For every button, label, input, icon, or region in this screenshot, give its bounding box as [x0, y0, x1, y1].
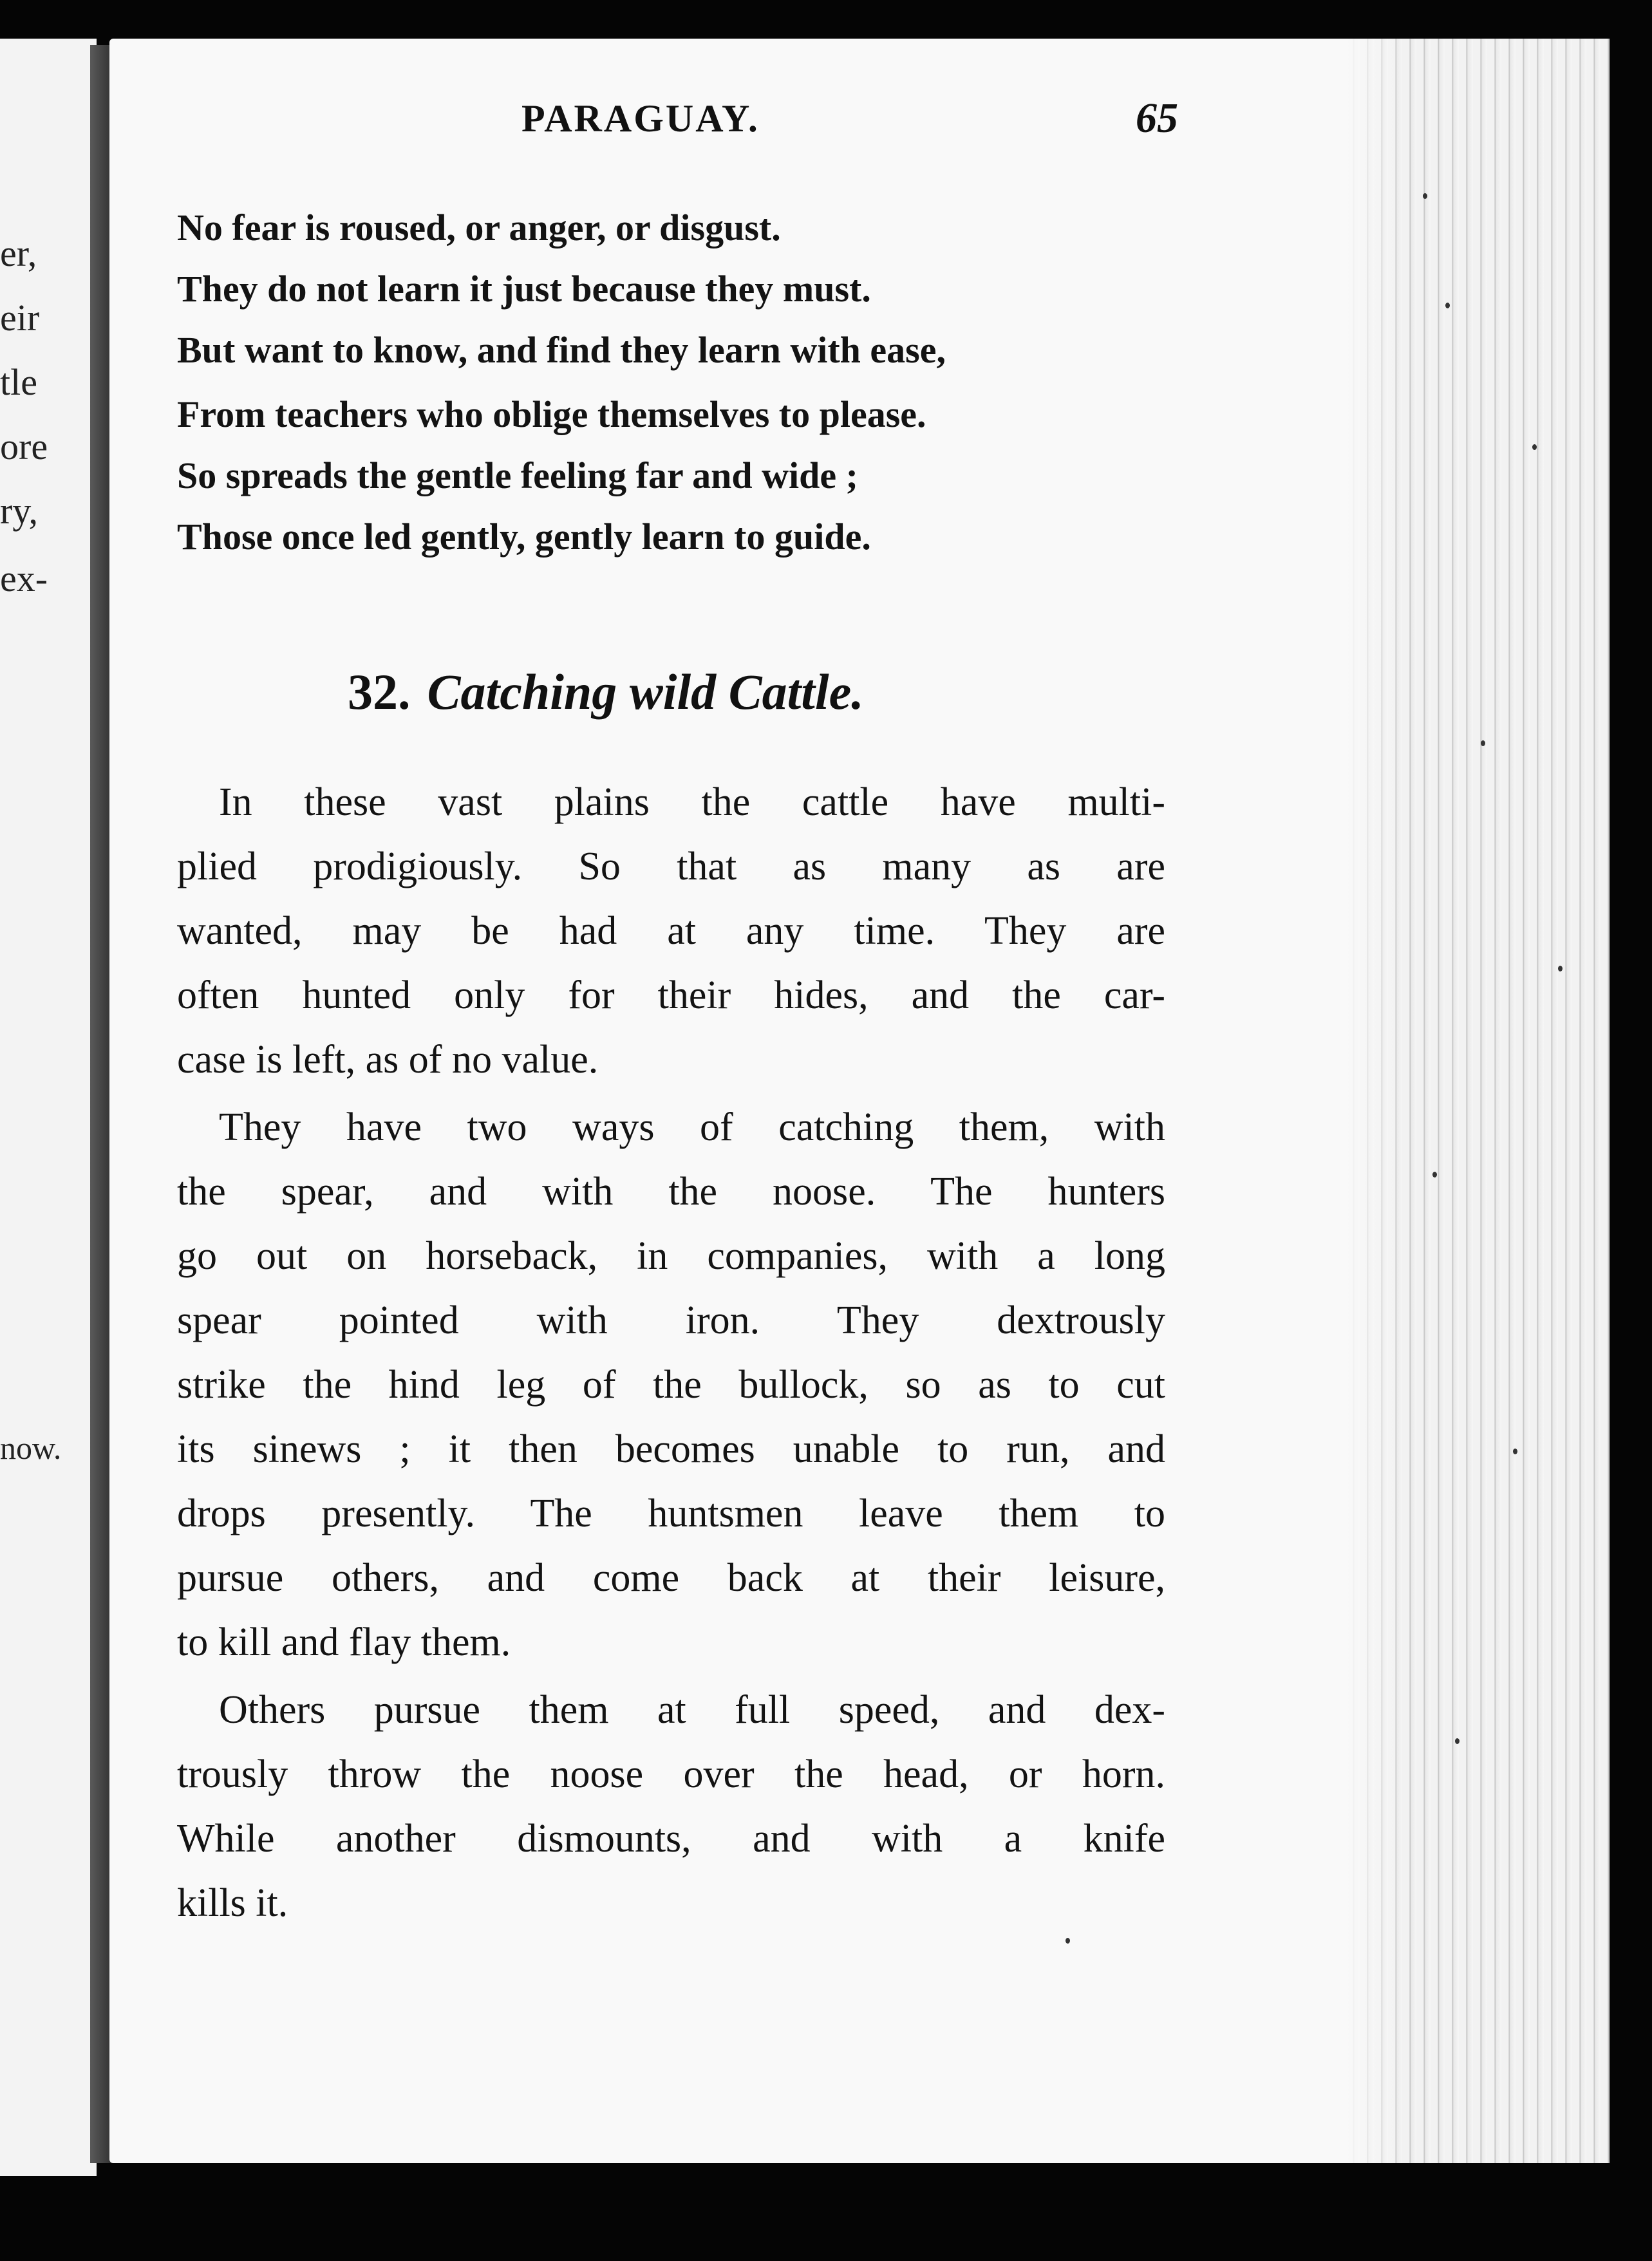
fore-edge-shade — [1346, 39, 1403, 2163]
verse-line: But want to know, and find they learn with ease, — [177, 329, 946, 371]
paragraph-line: wanted, may be had at any time. They are — [177, 909, 1165, 953]
facing-page-fragment: tle — [0, 361, 37, 403]
facing-page-fragment: ry, — [0, 490, 39, 532]
verse-line: From teachers who oblige themselves to please. — [177, 393, 926, 435]
section-heading — [348, 663, 864, 721]
paragraph-line: pursue others, and come back at their leisure, — [177, 1556, 1165, 1600]
facing-page-fragment: now. — [0, 1430, 62, 1466]
paragraph-line: kills it. — [177, 1881, 288, 1925]
ink-speck — [1513, 1449, 1517, 1454]
facing-page-fragment: ore — [0, 426, 48, 467]
running-title: PARAGUAY. — [521, 97, 760, 140]
ink-speck — [1065, 1938, 1070, 1944]
ink-speck — [1445, 303, 1450, 308]
ink-speck — [1532, 444, 1537, 450]
scan-border — [0, 2176, 1652, 2261]
ink-speck — [1432, 1172, 1437, 1177]
ink-speck — [1423, 193, 1427, 199]
facing-page-fragment: ex- — [0, 558, 48, 599]
facing-page-fragment: eir — [0, 297, 40, 339]
paragraph-line: go out on horseback, in companies, with a long — [177, 1234, 1165, 1278]
section-title: Catching wild Cattle. — [427, 664, 864, 720]
paragraph-line: the spear, and with the noose. The hunters — [177, 1170, 1165, 1214]
paragraph-line: In these vast plains the cattle have multi- — [219, 780, 1165, 824]
paragraph-line: often hunted only for their hides, and the car- — [177, 973, 1165, 1017]
ink-speck — [1455, 1738, 1460, 1744]
paragraph-line: plied prodigiously. So that as many as are — [177, 845, 1165, 888]
facing-page-fragment: er, — [0, 232, 37, 274]
paragraph-line: strike the hind leg of the bullock, so as to cut — [177, 1363, 1165, 1407]
running-head — [174, 97, 1178, 155]
verse-line: So spreads the gentle feeling far and wide ; — [177, 455, 858, 496]
ink-speck — [1481, 740, 1485, 746]
verse-line: No fear is roused, or anger, or disgust. — [177, 207, 781, 249]
paragraph-line: trously throw the noose over the head, or horn. — [177, 1752, 1165, 1796]
verse-line: Those once led gently, gently learn to guide. — [177, 516, 871, 558]
paragraph-line: to kill and flay them. — [177, 1620, 511, 1664]
facing-page-edge — [0, 39, 97, 2176]
page-number: 65 — [1136, 95, 1178, 142]
paragraph-line: drops presently. The huntsmen leave them to — [177, 1492, 1165, 1535]
paragraph-line: case is left, as of no value. — [177, 1038, 599, 1082]
paragraph-line: its sinews ; it then becomes unable to run, and — [177, 1427, 1165, 1471]
paragraph-line: While another dismounts, and with a knife — [177, 1817, 1165, 1861]
paragraph-line: They have two ways of catching them, with — [219, 1105, 1165, 1149]
ink-speck — [1558, 966, 1563, 971]
paragraph-line: Others pursue them at full speed, and dex- — [219, 1688, 1165, 1732]
paragraph-line: spear pointed with iron. They dextrously — [177, 1299, 1165, 1342]
section-number: 32. — [348, 664, 411, 720]
verse-line: They do not learn it just because they must. — [177, 268, 871, 310]
